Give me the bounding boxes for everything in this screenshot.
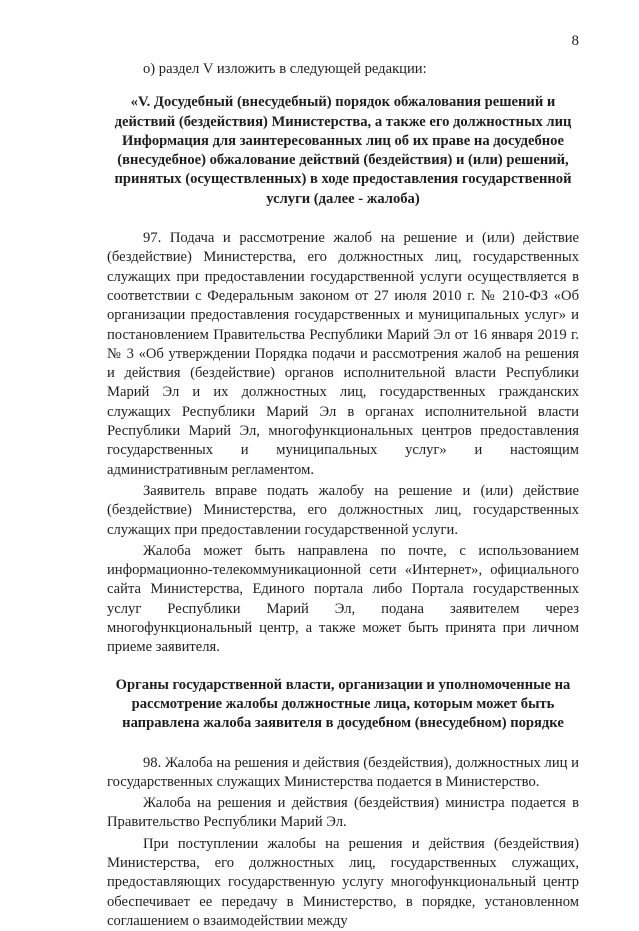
intro-line: о) раздел V изложить в следующей редакции: xyxy=(143,61,427,77)
paragraph-complaint-channels: Жалоба может быть направлена по почте, с использованием информационно-телекоммуникационной сети «Интернет», официального сайта Министерства, Единого портала либо Портала государственных услуг Республики Марий Эл, подана заявителем через многофункциональный центр, а также может быть принята при личном приеме заявителя. xyxy=(107,542,579,656)
subheading: Органы государственной власти, организации и уполномоченные на рассмотрение жалобы должностные лица, которым может быть направлена жалоба заявителя в досудебном (внесудебном) порядке xyxy=(115,676,571,732)
paragraph-applicant-right: Заявитель вправе подать жалобу на решение и (или) действие (бездействие) Министерства, его должностных лиц, государственных служащих при предоставлении государственной услуги. xyxy=(107,482,579,538)
paragraph-mfc-transfer: При поступлении жалобы на решения и действия (бездействия) Министерства, его должностных лиц, государственных служащих, предоставляющих государственную услугу многофункциональный центр обеспечивает ее передачу в Министерство, в порядке, установленном соглашением о взаимодействии между xyxy=(107,835,579,929)
page-number: 8 xyxy=(571,33,579,49)
document-body xyxy=(107,60,579,931)
paragraph-98: 98. Жалоба на решения и действия (бездействия), должностных лиц и государственных служащих Министерства подается в Министерство. xyxy=(107,754,579,790)
paragraph-minister-complaint: Жалоба на решения и действия (бездействия) министра подается в Правительство Республики Марий Эл. xyxy=(107,795,579,831)
section-heading: «V. Досудебный (внесудебный) порядок обжалования решений и действий (бездействия) Министерства, а также его должностных лиц Информация для заинтересованных лиц об их праве на досудебное (внесудебное) обжалование действий (бездействия) и (или) решений, принятых (осуществленных) в ходе предоставления государственной услуги (далее - жалоба) xyxy=(114,94,572,207)
paragraph-97: 97. Подача и рассмотрение жалоб на решение и (или) действие (бездействие) Министерства, его должностных лиц, государственных служащих при предоставлении государственной услуги осуществляется в соответствии с Федеральным законом от 27 июля 2010 г. № 210-ФЗ «Об организации предоставления государственных и муниципальных услуг» и постановлением Правительства Республики Марий Эл от 16 января 2019 г. № 3 «Об утверждении Порядка подачи и рассмотрения жалоб на решения и действия (бездействие) органов исполнительной власти Республики Марий Эл и их должностных лиц, государственных гражданских служащих Республики Марий Эл в органах исполнительной власти Республики Марий Эл, многофункциональных центров предоставления государственных и муниципальных услуг» и настоящим административным регламентом. xyxy=(107,230,579,478)
